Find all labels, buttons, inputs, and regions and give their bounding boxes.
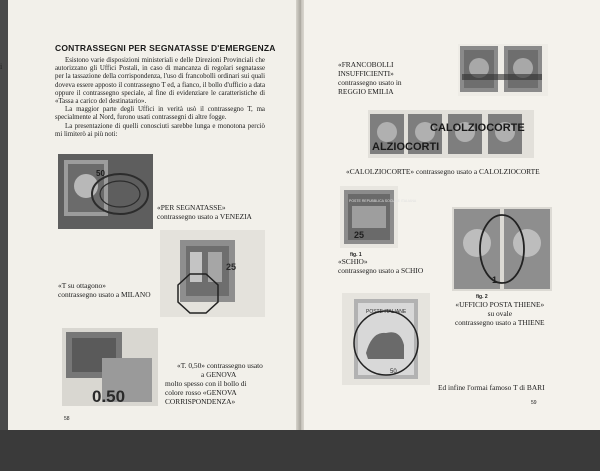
- caption-line: INSUFFICIENTI»: [338, 69, 394, 78]
- page-number-right: 59: [531, 400, 537, 406]
- stamp-value: 50: [96, 169, 105, 178]
- caption-calolziocorte: «CALOLZIOCORTE» contrassegno usato a CALOLZIOCORTE: [346, 167, 540, 176]
- caption-line: su ovale: [487, 309, 512, 318]
- page-heading: CONTRASSEGNI PER SEGNATASSE D'EMERGENZA: [55, 43, 276, 53]
- caption-line: «PER SEGNATASSE»: [157, 203, 226, 212]
- caption-venezia: [157, 203, 252, 221]
- caption-line: contrassegno usato a THIENE: [455, 318, 545, 327]
- stamp-value: 25: [354, 230, 365, 240]
- caption-line: contrassegno usato a SCHIO: [338, 266, 424, 275]
- page-edge-mark: i: [0, 62, 3, 71]
- stamp-photo-milano: [160, 230, 265, 317]
- paragraph: La presentazione di quelli conosciuti sarebbe lunga e monotona perciò mi limiterò ai più noti:: [55, 122, 265, 138]
- stamp-overprint: 0.50: [92, 387, 126, 406]
- stamp-photo-genova: [62, 328, 158, 406]
- stamp-photo-venezia: [58, 154, 153, 229]
- stamp-overprint: ALZIOCORTI: [372, 141, 440, 153]
- caption-bari: Ed infine l'ormai famoso T di BARI: [438, 383, 545, 392]
- caption-line: molto spesso con il bollo di: [165, 379, 247, 388]
- caption-thiene: [455, 300, 545, 327]
- caption-line: «FRANCOBOLLI: [338, 60, 394, 69]
- paragraph: Esistono varie disposizioni ministeriali e delle Direzioni Provinciali che autorizzano gli Uffici Postali, in caso di mancanza di regolari segnatasse per la tassazione della corrispondenza, l'uso di francobolli ordinari sui quali doveva essere apposto il contrassegno T ed, a fianco, il bollo d'ufficio a data oppure il contrassegno speciale, al fine di evidenziare le caratteristiche di «Tassa a carico del destinatario».: [55, 57, 266, 106]
- stamp-header: POSTE REPUBBLICA SOCIALE ITALIANA: [349, 199, 417, 203]
- caption-line: contrassegno usato in: [338, 78, 402, 87]
- page-number-left: 58: [64, 416, 70, 422]
- caption-line: REGGIO EMILIA: [338, 87, 394, 96]
- figure-label-1: fig. 1: [350, 252, 362, 258]
- caption-reggio-emilia: [338, 60, 402, 96]
- caption-schio: [338, 257, 423, 275]
- caption-line: «T. 0,50» contrassegno usato: [177, 361, 263, 370]
- caption-line: contrassegno usato a MILANO: [58, 290, 151, 299]
- stamp-header: POSTE ITALIANE: [366, 309, 407, 315]
- stamp-overprint: CALOLZIOCORTE: [430, 122, 525, 134]
- caption-line: CORRISPONDENZA»: [165, 397, 236, 406]
- caption-line: contrassegno usato a VENEZIA: [157, 212, 252, 221]
- stamp-value: 50: [390, 369, 397, 375]
- caption-line: a GENOVA: [201, 370, 237, 379]
- body-text: [55, 57, 265, 139]
- stamp-value: 1: [492, 275, 498, 285]
- caption-line: colore rosso «GENOVA: [165, 388, 237, 397]
- caption-line: «T su ottagono»: [58, 281, 106, 290]
- paragraph: La maggior parte degli Uffici in verità usò il contrassegno T, ma specialmente al Nord, furono usati contrassegni di altre fogge.: [55, 106, 265, 122]
- caption-line: «SCHIO»: [338, 257, 368, 266]
- caption-genova: [165, 361, 263, 406]
- stamp-photo-thiene: [452, 207, 552, 291]
- stamp-photo-bari: [342, 293, 430, 385]
- figure-label-2: fig. 2: [476, 294, 488, 300]
- stamp-photo-schio: [340, 186, 417, 248]
- caption-milano: [58, 281, 151, 299]
- stamp-photo-reggio-emilia: [458, 44, 548, 96]
- table-surface: [0, 430, 600, 471]
- stamp-value: 25: [226, 262, 237, 272]
- caption-line: «UFFICIO POSTA THIENE»: [455, 300, 545, 309]
- stamp-photo-calolziocorte: [368, 110, 534, 158]
